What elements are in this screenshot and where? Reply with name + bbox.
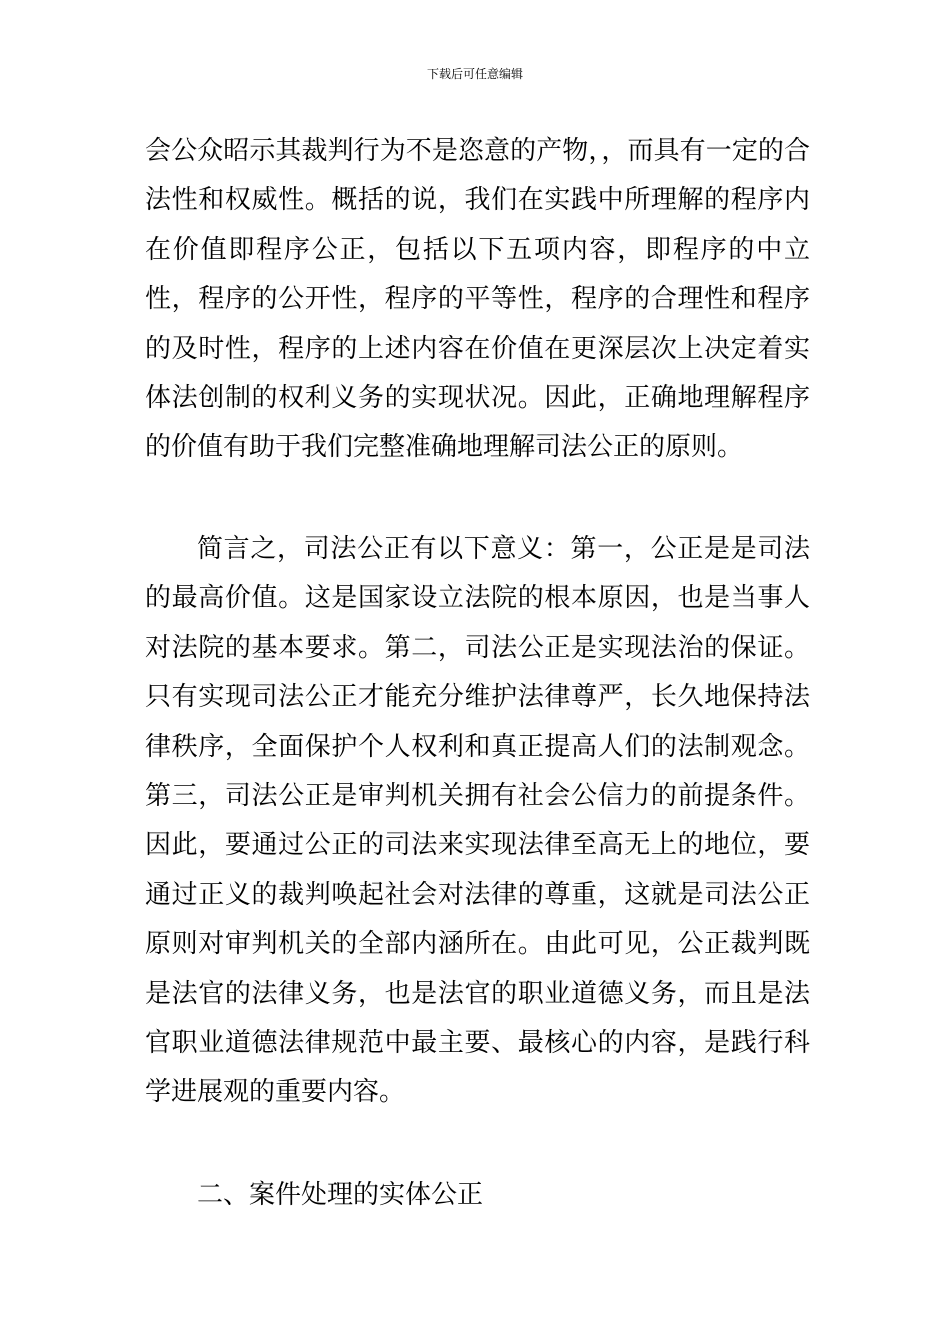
body-paragraph-1: 会公众昭示其裁判行为不是恣意的产物，，而具有一定的合法性和权威性。概括的说，我们在实践中所理解的程序内在价值即程序公正，包括以下五项内容，即程序的中立性，程序的公开性，程序的平等性，程序的合理性和程序的及时性，程序的上述内容在价值在更深层次上决定着实体法创制的权利义务的实现状况。因此，正确地理解程序的价值有助于我们完整准确地理解司法公正的原则。: [145, 136, 810, 463]
body-paragraph-2: 简言之，司法公正有以下意义：第一，公正是是司法的最高价值。这是国家设立法院的根本原因，也是当事人对法院的基本要求。第二，司法公正是实现法治的保证。只有实现司法公正才能充分维护法律尊严，长久地保持法律秩序，全面保护个人权利和真正提高人们的法制观念。第三，司法公正是审判机关拥有社会公信力的前提条件。因此，要通过公正的司法来实现法律至高无上的地位，要通过正义的裁判唤起社会对法律的尊重，这就是司法公正原则对审判机关的全部内涵所在。由此可见，公正裁判既是法官的法律义务，也是法官的职业道德义务，而且是法官职业道德法律规范中最主要、最核心的内容，是践行科学进展观的重要内容。: [145, 534, 810, 1108]
header-note: 下载后可任意编辑: [426, 67, 523, 81]
section-heading: 二、案件处理的实体公正: [197, 1180, 484, 1210]
